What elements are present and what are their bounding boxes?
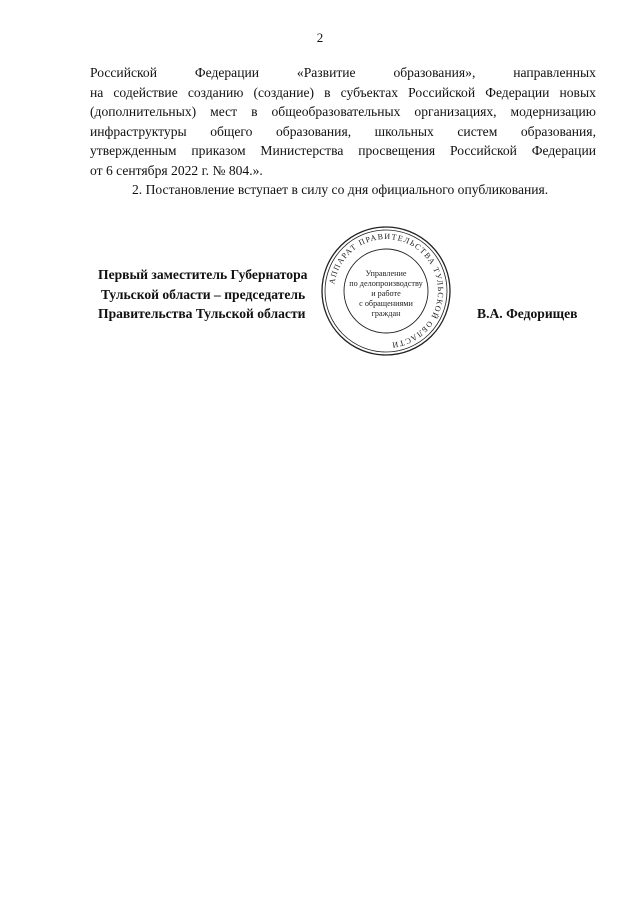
official-seal <box>318 223 454 359</box>
seal-center-line-3: и работе <box>371 289 401 298</box>
signer-position-line-3: Правительства Тульской области <box>98 306 306 321</box>
page-number: 2 <box>316 30 324 45</box>
signer-name: В.А. Федорищев <box>477 306 578 321</box>
seal-ring-text: АППАРАТ ПРАВИТЕЛЬСТВА ТУЛЬСКОЙ ОБЛАСТИ <box>327 231 446 350</box>
text-line-4: инфраструктуры общего образования, школьных систем образования, <box>90 123 596 139</box>
text-line-5: утвержденным приказом Министерства просвещения Российской Федерации <box>90 143 596 158</box>
text-line-6: от 6 сентября 2022 г. № 804.». <box>90 162 263 178</box>
text-line-1: Российской Федерации «Развитие образования», направленных <box>90 65 596 80</box>
seal-graphic <box>318 223 454 359</box>
seal-center-line-5: граждан <box>371 309 401 318</box>
signer-position <box>98 265 307 324</box>
text-line-3: (дополнительных) мест в общеобразовательных организациях, модернизацию <box>90 104 596 119</box>
body-text <box>90 63 596 200</box>
signer-position-line-1: Первый заместитель Губернатора <box>98 267 308 282</box>
seal-center-line-4: с обращениями <box>359 299 413 308</box>
text-line-2: на содействие созданию (создание) в субъектах Российской Федерации новых <box>90 84 596 100</box>
seal-center-line-1: Управление <box>365 269 407 278</box>
seal-center-line-2: по делопроизводству <box>349 279 423 288</box>
signer-position-line-2: Тульской области – председатель <box>101 286 306 302</box>
paragraph-2: 2. Постановление вступает в силу со дня официального опубликования. <box>132 182 549 197</box>
